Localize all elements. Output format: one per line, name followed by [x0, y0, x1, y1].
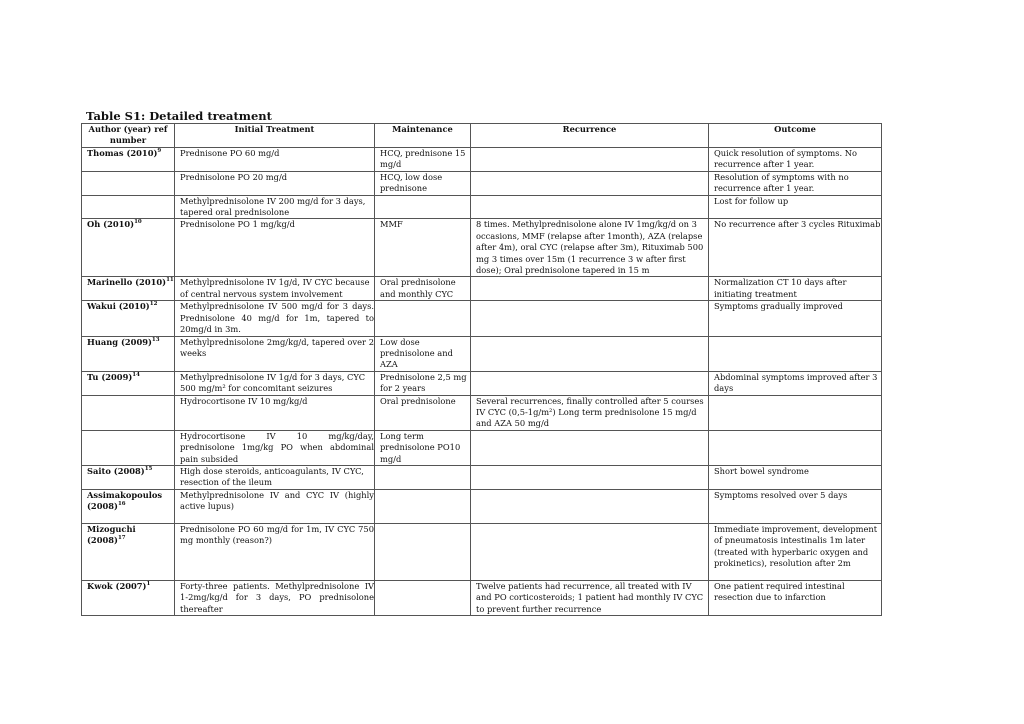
- initial-treatment-cell: Prednisolone PO 1 mg/kg/d: [175, 219, 375, 277]
- outcome-cell: Immediate improvement, development of pneumatosis intestinalis 1m later (treated with hyperbaric oxygen and prokinetics), resolution after 2m: [709, 523, 882, 580]
- recurrence-cell: [471, 336, 709, 371]
- outcome-cell: Symptoms gradually improved: [709, 301, 882, 336]
- initial-treatment-cell: Methylprednisolone IV 500 mg/d for 3 days. Prednisolone 40 mg/d for 1m, tapered to 20mg/d in 3m.: [175, 301, 375, 336]
- recurrence-cell: Twelve patients had recurrence, all treated with IV and PO corticosteroids; 1 patient had monthly IV CYC to prevent further recurrence: [471, 580, 709, 615]
- initial-treatment-cell: Methylprednisolone 2mg/kg/d, tapered over 2 weeks: [175, 336, 375, 371]
- author-cell: Kwok $(2007)^1$: [82, 580, 175, 615]
- table-row: [82, 580, 882, 615]
- table-row: [82, 371, 882, 395]
- outcome-cell: Quick resolution of symptoms. No recurrence after 1 year.: [709, 148, 882, 172]
- header-recurrence: Recurrence: [471, 124, 709, 148]
- author-cell: Marinello $(2010)^{11}$: [82, 277, 175, 301]
- outcome-cell: Resolution of symptoms with no recurrence after 1 year.: [709, 171, 882, 195]
- table-header-row: [82, 124, 882, 148]
- author-cell: Wakui $(2010)^{12}$: [82, 301, 175, 336]
- table-row: [82, 336, 882, 371]
- maintenance-cell: Low dose prednisolone and AZA: [375, 336, 471, 371]
- recurrence-cell: [471, 523, 709, 580]
- header-maintenance: Maintenance: [375, 124, 471, 148]
- recurrence-cell: [471, 371, 709, 395]
- author-cell: [82, 395, 175, 430]
- initial-treatment-cell: Prednisolone PO 20 mg/d: [175, 171, 375, 195]
- author-cell: Saito $(2008)^{15}$: [82, 465, 175, 489]
- initial-treatment-cell: Prednisone PO 60 mg/d: [175, 148, 375, 172]
- outcome-cell: Normalization CT 10 days after initiating treatment: [709, 277, 882, 301]
- outcome-cell: Symptoms resolved over 5 days: [709, 489, 882, 523]
- initial-treatment-cell: Methylprednisolone IV 200 mg/d for 3 days, tapered oral prednisolone: [175, 195, 375, 219]
- initial-treatment-cell: Hydrocortisone IV 10 mg/kg/d: [175, 395, 375, 430]
- table-row: [82, 148, 882, 172]
- maintenance-cell: [375, 465, 471, 489]
- maintenance-cell: [375, 523, 471, 580]
- maintenance-cell: Oral prednisolone and monthly CYC: [375, 277, 471, 301]
- author-cell: [82, 195, 175, 219]
- recurrence-cell: [471, 277, 709, 301]
- initial-treatment-cell: Methylprednisolone IV and CYC IV (highly active lupus): [175, 489, 375, 523]
- table-row: [82, 430, 882, 465]
- table-row: [82, 489, 882, 523]
- initial-treatment-cell: Forty-three patients. Methylprednisolone IV 1-2mg/kg/d for 3 days, PO prednisolone thereafter: [175, 580, 375, 615]
- outcome-cell: Short bowel syndrome: [709, 465, 882, 489]
- maintenance-cell: [375, 489, 471, 523]
- author-cell: Huang $(2009)^{13}$: [82, 336, 175, 371]
- recurrence-cell: 8 times. Methylprednisolone alone IV 1mg/kg/d on 3 occasions, MMF (relapse after 1month), AZA (relapse after 4m), oral CYC (relapse after 3m), Rituximab 500 mg 3 times over 15m (1 recurrence 3 w after first dose); Oral prednisolone tapered in 15 m: [471, 219, 709, 277]
- outcome-cell: [709, 395, 882, 430]
- maintenance-cell: Prednisolone 2,5 mg for 2 years: [375, 371, 471, 395]
- initial-treatment-cell: High dose steroids, anticoagulants, IV CYC, resection of the ileum: [175, 465, 375, 489]
- table-row: [82, 523, 882, 580]
- outcome-cell: No recurrence after 3 cycles Rituximab: [709, 219, 882, 277]
- maintenance-cell: HCQ, prednisone 15 mg/d: [375, 148, 471, 172]
- author-cell: Thomas $(2010)^9$: [82, 148, 175, 172]
- maintenance-cell: [375, 580, 471, 615]
- outcome-cell: Abdominal symptoms improved after 3 days: [709, 371, 882, 395]
- maintenance-cell: [375, 195, 471, 219]
- treatment-table: [81, 123, 882, 616]
- header-initial-treatment: Initial Treatment: [175, 124, 375, 148]
- outcome-cell: [709, 430, 882, 465]
- recurrence-cell: Several recurrences, finally controlled after 5 courses IV CYC (0,5-1g/m²) Long term prednisolone 15 mg/d and AZA 50 mg/d: [471, 395, 709, 430]
- author-cell: [82, 430, 175, 465]
- outcome-cell: One patient required intestinal resection due to infarction: [709, 580, 882, 615]
- outcome-cell: [709, 336, 882, 371]
- author-cell: [82, 171, 175, 195]
- recurrence-cell: [471, 465, 709, 489]
- table-row: [82, 301, 882, 336]
- author-cell: Oh $(2010)^{10}$: [82, 219, 175, 277]
- table-row: [82, 395, 882, 430]
- author-cell: Tu $(2009)^{14}$: [82, 371, 175, 395]
- maintenance-cell: HCQ, low dose prednisone: [375, 171, 471, 195]
- initial-treatment-cell: Prednisolone PO 60 mg/d for 1m, IV CYC 750 mg monthly (reason?): [175, 523, 375, 580]
- initial-treatment-cell: Methylprednisolone IV 1g/d, IV CYC because of central nervous system involvement: [175, 277, 375, 301]
- maintenance-cell: [375, 301, 471, 336]
- author-cell: Assimakopoulos $(2008)^{16}$: [82, 489, 175, 523]
- recurrence-cell: [471, 489, 709, 523]
- recurrence-cell: [471, 171, 709, 195]
- recurrence-cell: [471, 301, 709, 336]
- initial-treatment-cell: Hydrocortisone IV 10 mg/kg/day, prednisolone 1mg/kg PO when abdominal pain subsided: [175, 430, 375, 465]
- maintenance-cell: Oral prednisolone: [375, 395, 471, 430]
- initial-treatment-cell: Methylprednisolone IV 1g/d for 3 days, CYC 500 mg/m² for concomitant seizures: [175, 371, 375, 395]
- recurrence-cell: [471, 195, 709, 219]
- table-row: [82, 219, 882, 277]
- maintenance-cell: Long term prednisolone PO10 mg/d: [375, 430, 471, 465]
- table-row: [82, 171, 882, 195]
- header-author: Author (year) ref number: [82, 124, 175, 148]
- outcome-cell: Lost for follow up: [709, 195, 882, 219]
- table-row: [82, 277, 882, 301]
- recurrence-cell: [471, 148, 709, 172]
- header-outcome: Outcome: [709, 124, 882, 148]
- table-title: Table S1: Detailed treatment: [86, 109, 272, 123]
- author-cell: Mizoguchi $(2008)^{17}$: [82, 523, 175, 580]
- recurrence-cell: [471, 430, 709, 465]
- table-row: [82, 465, 882, 489]
- table-row: [82, 195, 882, 219]
- maintenance-cell: MMF: [375, 219, 471, 277]
